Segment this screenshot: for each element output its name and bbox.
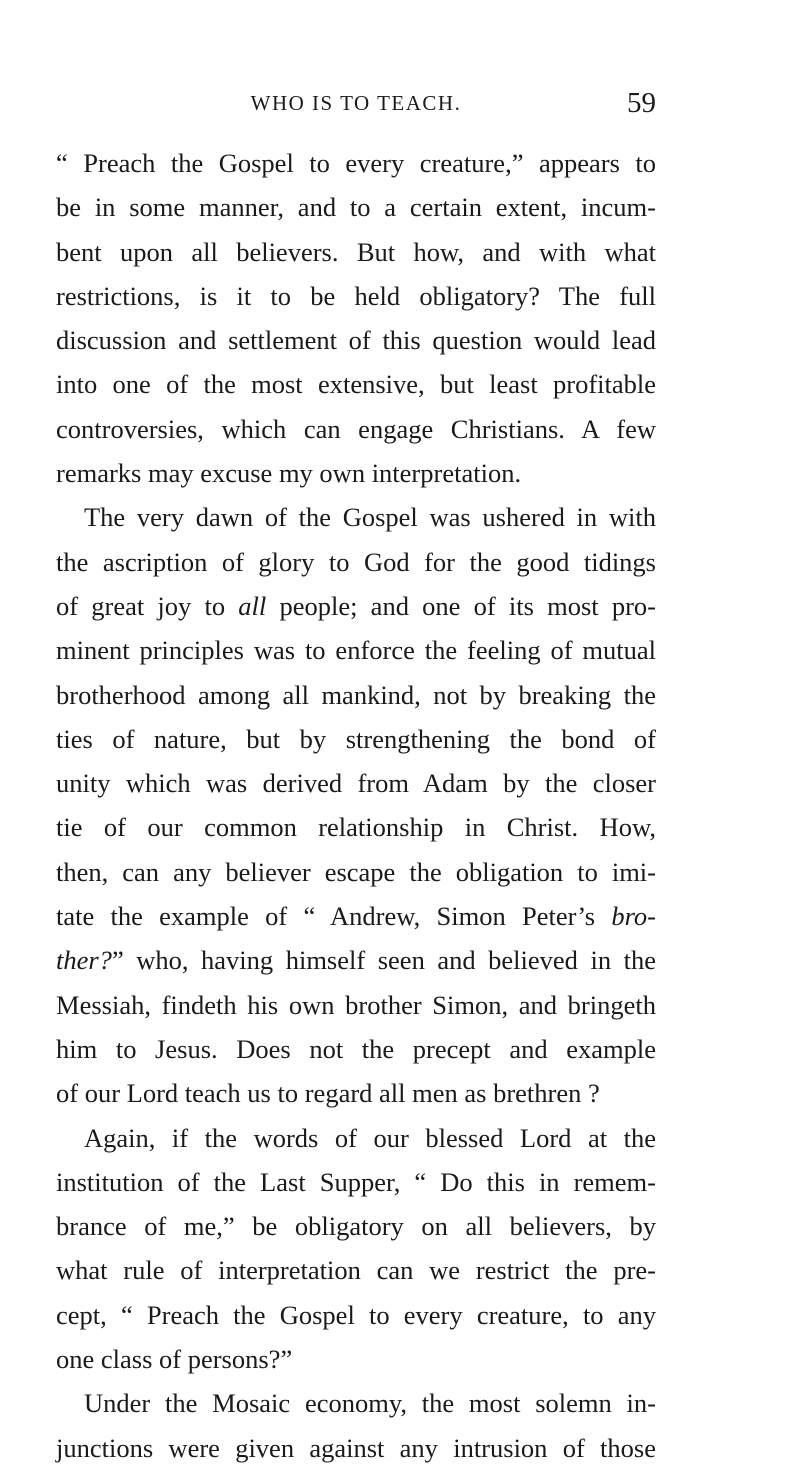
text-line: Again, if the words of our blessed Lord at the <box>84 1122 656 1153</box>
text-line: “ Preach the Gospel to every creature,” appears to <box>56 148 656 178</box>
text-line: of our Lord teach us to regard all men as brethren ? <box>56 1078 600 1109</box>
text-line: unity which was derived from Adam by the closer <box>56 768 656 799</box>
text-line: Under the Mosaic economy, the most solemn in- <box>84 1388 656 1419</box>
text-line: remarks may excuse my own interpretation. <box>56 458 522 489</box>
text-line: tie of our common relationship in Christ. How, <box>56 812 656 843</box>
text-line: restrictions, is it to be held obligatory? The full <box>56 280 656 311</box>
italic-word: bro- <box>611 901 656 932</box>
text-line: the ascription of glory to God for the good tidings <box>56 546 656 577</box>
text-line: minent principles was to enforce the feeling of mutual <box>56 635 656 666</box>
text-line: junctions were given against any intrusion of those <box>56 1432 656 1463</box>
text-line: be in some manner, and to a certain extent, incum- <box>56 192 656 223</box>
text-line: discussion and settlement of this question would lead <box>56 325 656 356</box>
text-line: of great joy to all people; and one of its most pro- <box>56 590 656 621</box>
running-head <box>56 88 656 128</box>
text-line: him to Jesus. Does not the precept and example <box>56 1033 656 1064</box>
text-line: tate the example of “ Andrew, Simon Peter’s bro- <box>56 901 656 932</box>
text-line: brotherhood among all mankind, not by breaking the <box>56 679 656 710</box>
text-line: controversies, which can engage Christians. A few <box>56 413 656 444</box>
page-number: 59 <box>627 87 656 119</box>
text-line: institution of the Last Supper, “ Do this in remem- <box>56 1166 656 1197</box>
text-line: then, can any believer escape the obligation to imi- <box>56 856 656 887</box>
text-line: one class of persons?” <box>56 1344 293 1375</box>
text-line: The very dawn of the Gospel was ushered in with <box>84 502 656 533</box>
italic-word: ther? <box>56 945 112 976</box>
text-line: into one of the most extensive, but least profitable <box>56 369 656 400</box>
italic-word: all <box>225 590 280 621</box>
text-line: ther?” who, having himself seen and believed in the <box>56 945 656 976</box>
text-line: cept, “ Preach the Gospel to every creature, to any <box>56 1299 656 1330</box>
text-line: what rule of interpretation can we restrict the pre- <box>56 1255 656 1286</box>
body-text <box>56 141 656 1470</box>
text-line: Messiah, findeth his own brother Simon, and bringeth <box>56 989 656 1020</box>
running-title: WHO IS TO TEACH. <box>250 91 462 115</box>
text-line: brance of me,” be obligatory on all believers, by <box>56 1211 656 1242</box>
text-line: bent upon all believers. But how, and with what <box>56 236 656 267</box>
text-line: ties of nature, but by strengthening the bond of <box>56 723 656 754</box>
